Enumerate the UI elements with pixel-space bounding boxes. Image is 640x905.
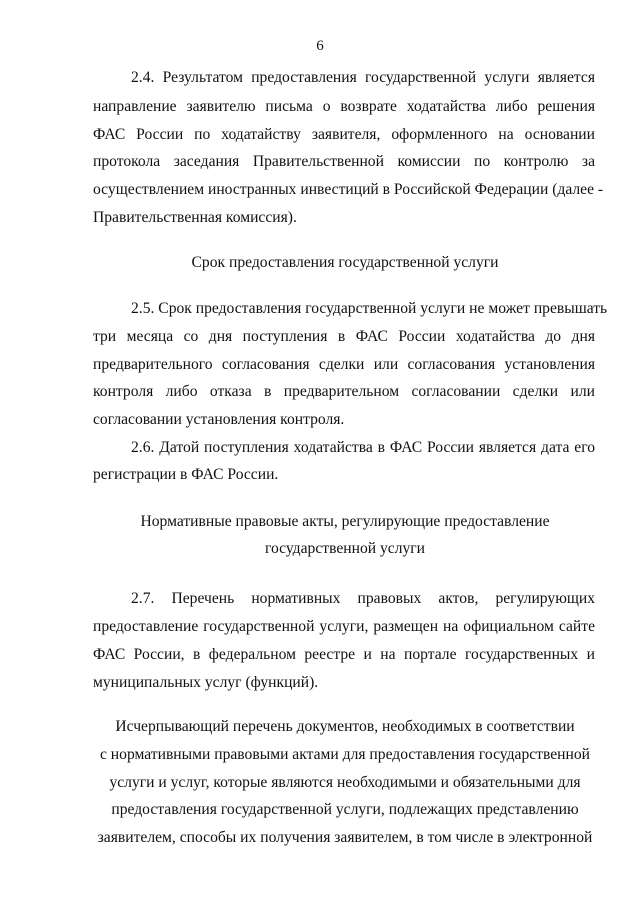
paragraph-line: предварительного согласования сделки или согласования установления (93, 356, 595, 373)
heading-line: государственной услуги (264, 540, 426, 557)
heading-line: предоставления государственной услуги, подлежащих представлению (111, 801, 579, 818)
paragraph-line: 2.5. Срок предоставления государственной услуги не может превышать (131, 300, 608, 317)
paragraph-line: регистрации в ФАС России. (93, 466, 279, 483)
paragraph-line: согласовании установления контроля. (93, 411, 345, 428)
heading-line: Нормативные правовые акты, регулирующие предоставление (140, 513, 550, 530)
paragraph-line: Правительственная комиссия). (93, 209, 297, 226)
paragraph-line: три месяца со дня поступления в ФАС России ходатайства до дня (93, 328, 595, 345)
heading-line: с нормативными правовыми актами для предоставления государственной (99, 746, 591, 763)
paragraph-line: контроля либо отказа в предварительном согласовании сделки или (93, 383, 595, 400)
paragraph-line: предоставление государственной услуги, размещен на официальном сайте (93, 618, 595, 635)
section-heading-term: Срок предоставления государственной услуги (191, 254, 499, 271)
paragraph-line: направление заявителю письма о возврате ходатайства либо решения (93, 98, 595, 115)
paragraph-line: 2.4. Результатом предоставления государственной услуги является (131, 69, 595, 86)
paragraph-line: протокола заседания Правительственной комиссии по контролю за (93, 153, 595, 170)
paragraph-line: 2.7. Перечень нормативных правовых актов, регулирующих (131, 590, 595, 607)
paragraph-line: осуществлением иностранных инвестиций в Российской Федерации (далее - (93, 181, 604, 198)
paragraph-line: ФАС России, в федеральном реестре и на портале государственных и (93, 646, 595, 663)
paragraph-line: ФАС России по ходатайству заявителя, оформленного на основании (93, 126, 595, 143)
paragraph-line: 2.6. Датой поступления ходатайства в ФАС России является дата его (131, 439, 595, 456)
page-number: 6 (316, 38, 324, 54)
paragraph-line: муниципальных услуг (функций). (93, 674, 319, 691)
heading-line: заявителем, способы их получения заявителем, в том числе в электронной (97, 829, 593, 846)
heading-line: Исчерпывающий перечень документов, необходимых в соответствии (115, 718, 575, 735)
heading-line: услуги и услуг, которые являются необходимыми и обязательными для (109, 774, 581, 791)
